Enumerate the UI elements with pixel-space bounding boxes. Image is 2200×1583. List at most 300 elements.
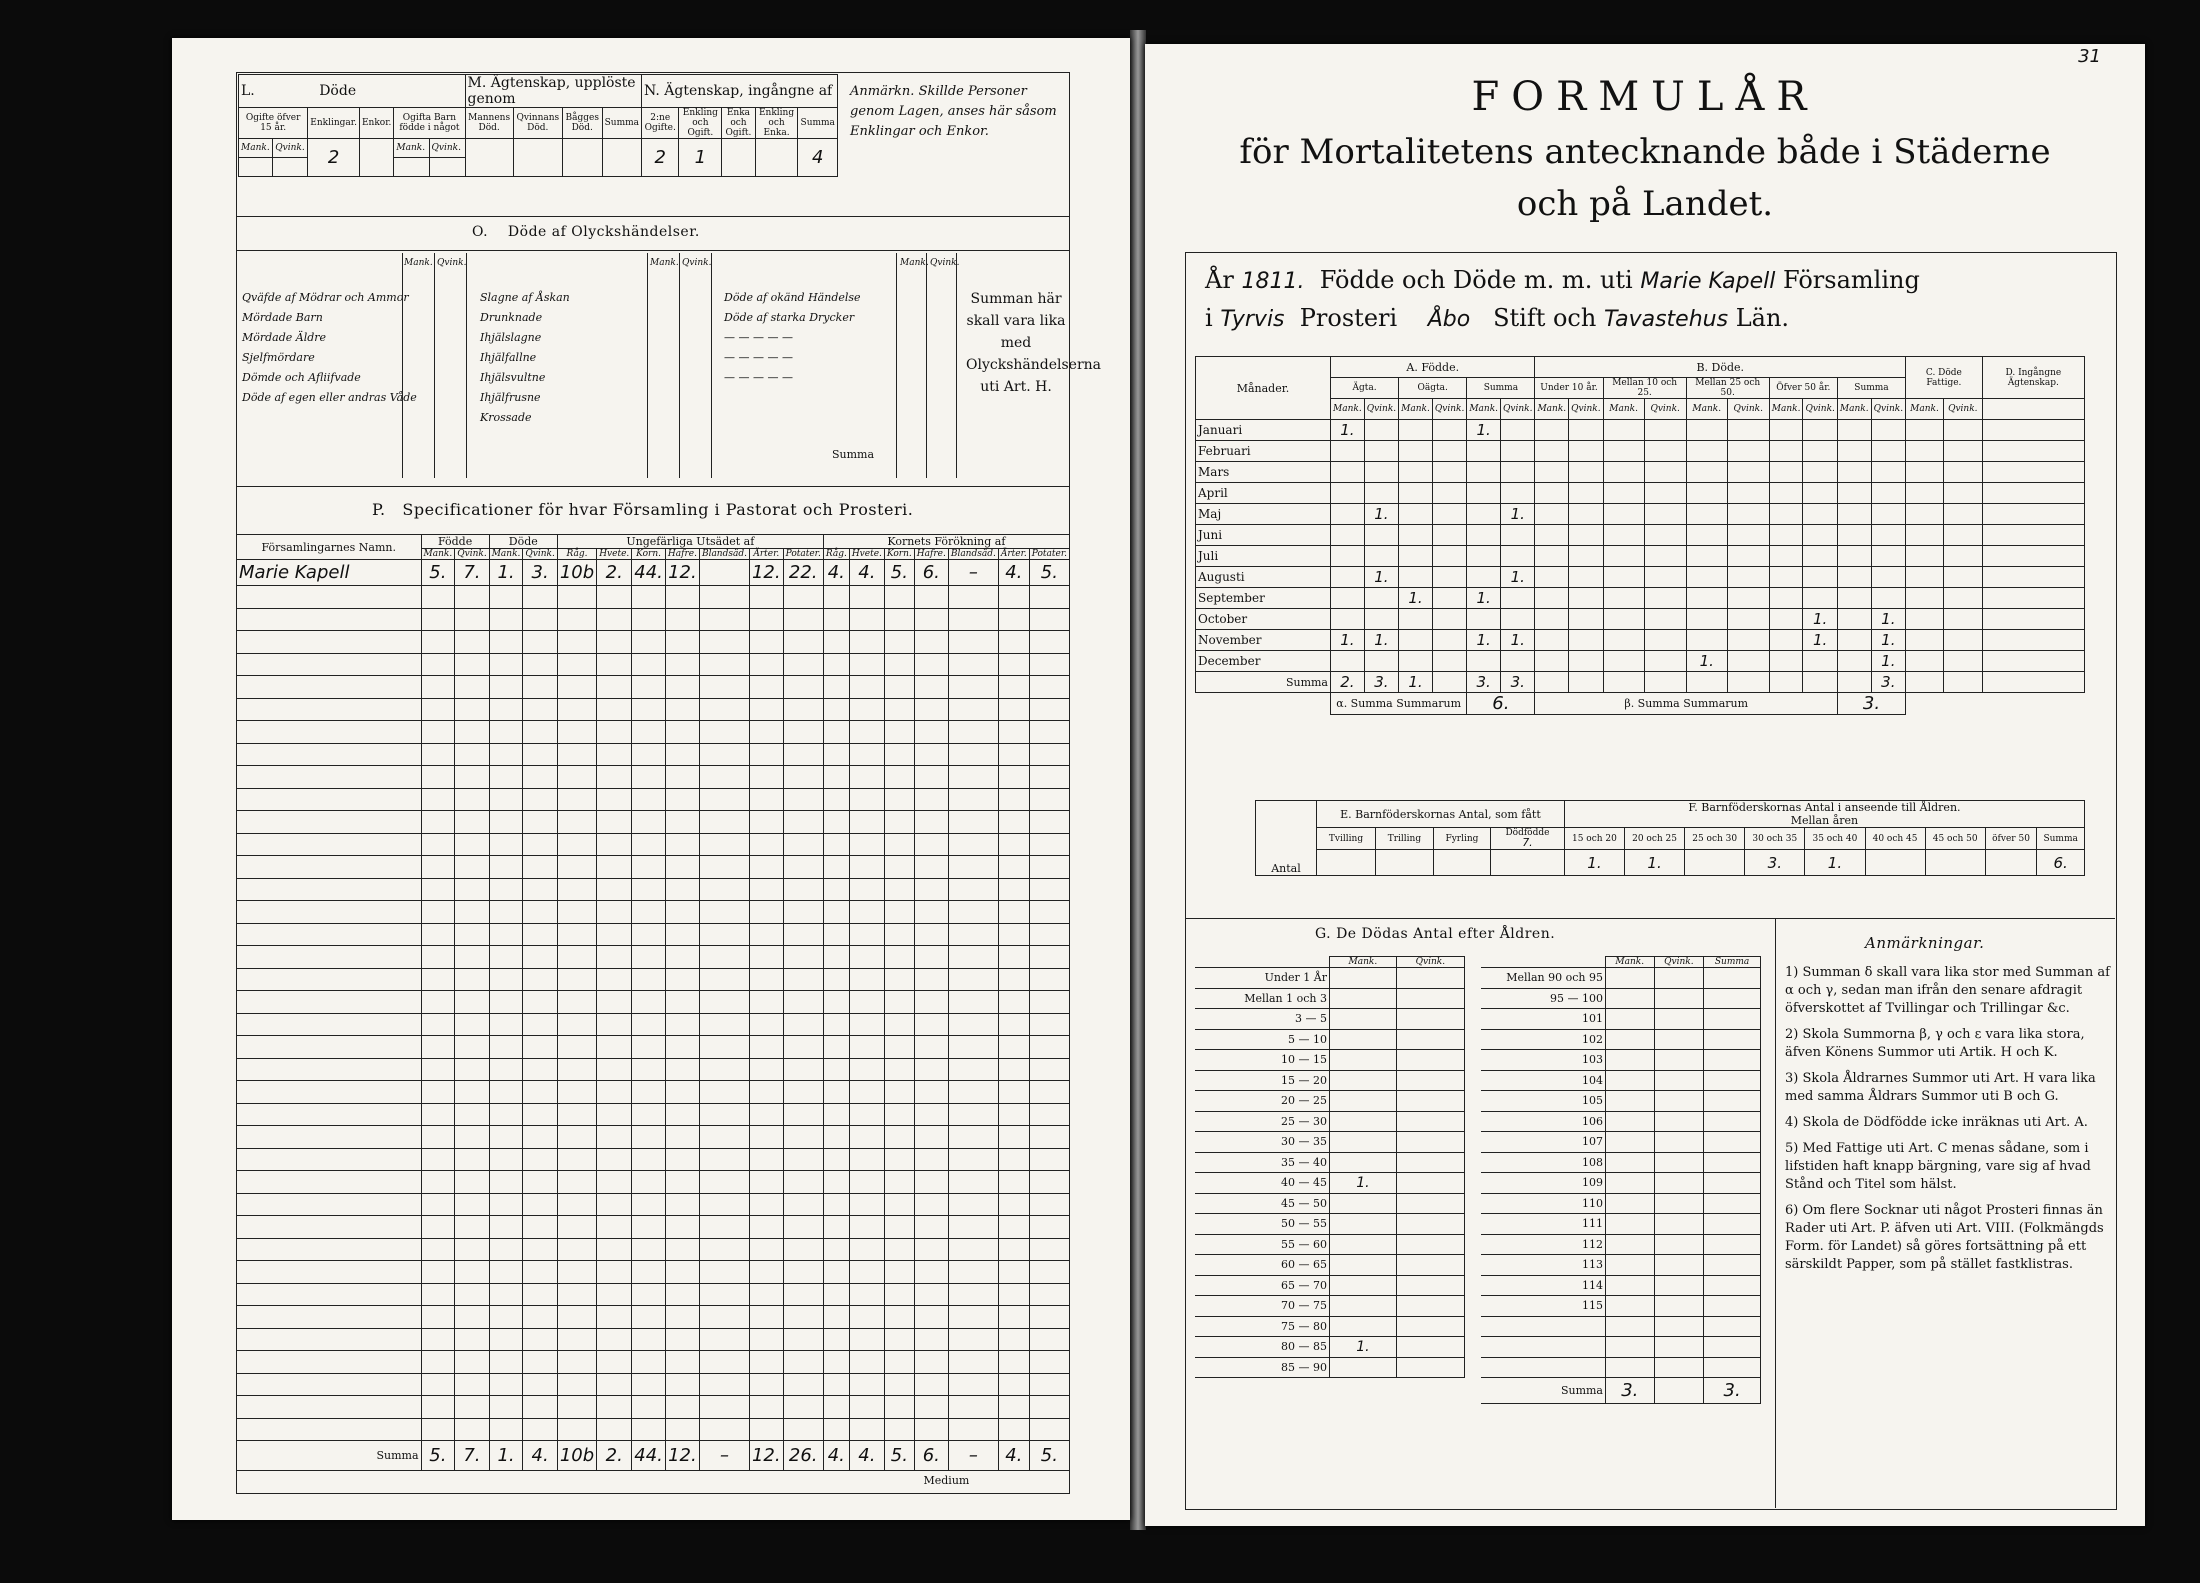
g-row [1481, 1029, 1761, 1050]
mt-a-oagta: Oägta. [1399, 378, 1467, 399]
month-cell [1467, 651, 1501, 672]
p-h-dode: Döde [489, 535, 557, 549]
month-cell [1943, 525, 1982, 546]
header-line-1: År 1811. Födde och Döde m. m. uti Marie Kapell Församling [1205, 266, 1920, 294]
p-row1-cell-1: 5. [421, 560, 455, 586]
g-mank-cell [1330, 1316, 1397, 1337]
month-cell [1331, 483, 1365, 504]
g-age: 45 — 50 [1195, 1193, 1330, 1214]
p-sub-9: Ärter. [749, 549, 783, 560]
month-cell [1432, 546, 1466, 567]
month-cell: 1. [1871, 651, 1905, 672]
p-sub-3: Qvink. [523, 549, 557, 560]
mt-a-agta: Ägta. [1331, 378, 1399, 399]
month-cell [1727, 630, 1769, 651]
month-name: Augusti [1196, 567, 1331, 588]
olycks-col2: Slagne af Åskan Drunknade Ihjälslagne Ihjälfallne Ihjälsvultne Ihjälfrusne Krossade [480, 291, 570, 424]
table-row [237, 901, 1070, 924]
sec-n-title: Ägtenskap, ingångne af [664, 83, 833, 99]
g-mank-cell [1330, 1050, 1397, 1071]
g-row [1195, 988, 1465, 1009]
month-cell [1982, 567, 2084, 588]
f-val-7 [1985, 850, 2037, 876]
month-cell [1837, 420, 1871, 441]
month-cell [1727, 567, 1769, 588]
month-cell [1535, 525, 1569, 546]
month-cell [1906, 567, 1944, 588]
month-summa-cell: 2. [1331, 672, 1365, 693]
month-cell [1331, 567, 1365, 588]
f-val-8: 6. [2037, 850, 2085, 876]
p-row1-cell-14: 5. [884, 560, 914, 586]
g-row [1195, 1214, 1465, 1235]
month-cell [1603, 420, 1644, 441]
month-cell [1686, 504, 1727, 525]
table-specificationer [236, 534, 1070, 1491]
left-page [172, 38, 1130, 1520]
n-val-4: 4 [798, 139, 838, 177]
month-cell [1535, 504, 1569, 525]
g-age: 114 [1481, 1275, 1606, 1296]
month-cell [1906, 651, 1944, 672]
month-cell [1644, 630, 1686, 651]
month-cell [1569, 630, 1603, 651]
l-sub-mank: Mank. [239, 139, 273, 158]
month-cell: 1. [1686, 651, 1727, 672]
sec-f-title: F. Barnföderskornas Antal i anseende till Åldren. Mellan åren [1564, 801, 2084, 828]
month-cell [1569, 420, 1603, 441]
f-val-4: 1. [1805, 850, 1865, 876]
month-cell [1943, 567, 1982, 588]
month-cell [1399, 462, 1433, 483]
l-val-enklingar: 2 [308, 139, 360, 177]
month-cell [1803, 483, 1837, 504]
month-cell [1871, 525, 1905, 546]
month-cell [1603, 462, 1644, 483]
month-cell: 1. [1467, 420, 1501, 441]
p-summa-cell-0: 5. [421, 1441, 455, 1471]
o-summan-note: Summan här skall vara lika med Olyckshändelserna uti Art. H. [966, 291, 1102, 395]
l-sub-qvink-2: Qvink. [429, 139, 465, 158]
month-cell: 1. [1364, 567, 1398, 588]
g-row [1481, 1193, 1761, 1214]
p-summa-cell-9: 12. [749, 1441, 783, 1471]
month-cell [1943, 504, 1982, 525]
g-row [1481, 1255, 1761, 1276]
month-cell [1982, 483, 2084, 504]
table-row [237, 878, 1070, 901]
g-row [1481, 1091, 1761, 1112]
month-cell [1467, 567, 1501, 588]
month-cell [1686, 567, 1727, 588]
g-mank-cell [1330, 1214, 1397, 1235]
month-cell [1644, 441, 1686, 462]
month-name: Juli [1196, 546, 1331, 567]
p-sub-15: Blandsäd. [948, 549, 998, 560]
table-row [237, 1328, 1070, 1351]
month-cell [1501, 525, 1535, 546]
g-mank: Mank. [1330, 957, 1397, 968]
g-summa: Summa [1704, 957, 1761, 968]
mt-b-summa: Summa [1837, 378, 1905, 399]
mt-manader: Månader. [1196, 357, 1331, 420]
month-cell [1501, 420, 1535, 441]
month-row [1196, 567, 2085, 588]
month-cell [1603, 588, 1644, 609]
month-name: Juni [1196, 525, 1331, 546]
month-cell [1769, 609, 1803, 630]
mt-a-summa: Summa [1467, 378, 1535, 399]
g-row [1195, 1009, 1465, 1030]
p-sub-11: Råg. [823, 549, 849, 560]
e-col-0: Tvilling [1317, 828, 1376, 850]
g-summa-label: Summa [1481, 1378, 1606, 1404]
month-cell [1727, 441, 1769, 462]
g-age: 115 [1481, 1296, 1606, 1317]
p-summa-cell-4: 10b [557, 1441, 596, 1471]
month-cell [1727, 546, 1769, 567]
month-row [1196, 609, 2085, 630]
month-cell [1727, 420, 1769, 441]
month-cell [1501, 441, 1535, 462]
g-row [1481, 1275, 1761, 1296]
mt-qvink-7: Qvink. [1871, 399, 1905, 420]
p-summa-cell-10: 26. [783, 1441, 823, 1471]
anm-item: 5) Med Fattige uti Art. C menas sådane, som i lifstiden haft knapp bärgning, vare sig af hvad Stånd och Titel som hälst. [1785, 1141, 2091, 1192]
g-row [1195, 1029, 1465, 1050]
month-cell [1432, 651, 1466, 672]
p-sub-6: Korn. [632, 549, 666, 560]
month-cell [1569, 546, 1603, 567]
p-row1-cell-15: 6. [914, 560, 948, 586]
month-cell [1399, 420, 1433, 441]
sec-n-letter: N. [644, 83, 660, 99]
g-summa-mank: 3. [1606, 1378, 1655, 1404]
l-col-enklingar: Enklingar. [308, 108, 360, 139]
month-cell: 1. [1467, 588, 1501, 609]
e-col-1: Trilling [1376, 828, 1434, 850]
month-cell [1686, 546, 1727, 567]
mt-qvink-3: Qvink. [1569, 399, 1603, 420]
p-h-namn: Församlingarnes Namn. [237, 535, 422, 560]
g-row [1481, 1050, 1761, 1071]
g-age: 40 — 45 [1195, 1173, 1330, 1194]
f-col-5: 40 och 45 [1865, 828, 1925, 850]
month-cell [1906, 546, 1944, 567]
month-cell [1686, 462, 1727, 483]
g-row [1195, 1193, 1465, 1214]
month-summa-cell [1803, 672, 1837, 693]
l-sub-mank-2: Mank. [394, 139, 429, 158]
month-cell [1943, 546, 1982, 567]
table-e-f [1255, 800, 2085, 876]
month-cell [1364, 651, 1398, 672]
month-cell: 1. [1803, 609, 1837, 630]
month-cell [1603, 651, 1644, 672]
table-row [237, 1058, 1070, 1081]
month-cell [1803, 441, 1837, 462]
month-cell [1871, 588, 1905, 609]
month-cell [1837, 483, 1871, 504]
mt-qvink-4: Qvink. [1644, 399, 1686, 420]
month-name: December [1196, 651, 1331, 672]
month-cell [1467, 504, 1501, 525]
g-age: 75 — 80 [1195, 1316, 1330, 1337]
month-cell: 1. [1467, 630, 1501, 651]
month-cell: 1. [1364, 630, 1398, 651]
g-age: 111 [1481, 1214, 1606, 1235]
month-cell [1569, 483, 1603, 504]
month-cell [1501, 609, 1535, 630]
p-sub-10: Potater. [783, 549, 823, 560]
month-cell [1769, 504, 1803, 525]
month-cell [1432, 588, 1466, 609]
month-cell [1644, 546, 1686, 567]
g-age: 55 — 60 [1195, 1234, 1330, 1255]
g-row [1195, 1275, 1465, 1296]
month-cell [1982, 651, 2084, 672]
month-cell [1535, 441, 1569, 462]
month-cell [1982, 525, 2084, 546]
sec-g-title: G. De Dödas Antal efter Åldren. [1315, 926, 1556, 942]
month-cell [1727, 504, 1769, 525]
month-cell: 1. [1364, 504, 1398, 525]
mt-qvink-1: Qvink. [1432, 399, 1466, 420]
table-row [237, 1171, 1070, 1194]
month-cell [1769, 462, 1803, 483]
table-row-summa [237, 1441, 1070, 1471]
o-mank-2: Mank. [650, 258, 679, 268]
month-name: Maj [1196, 504, 1331, 525]
g-summa-row [1481, 1378, 1761, 1404]
table-row [237, 608, 1070, 631]
p-row1-cell-4: 3. [523, 560, 557, 586]
p-h-forokning: Kornets Förökning af [823, 535, 1069, 549]
g-mank-cell: 1. [1330, 1173, 1397, 1194]
month-cell [1644, 483, 1686, 504]
p-summa-cell-5: 2. [597, 1441, 632, 1471]
m-col-0: Mannens Död. [465, 108, 513, 139]
month-cell [1906, 483, 1944, 504]
month-cell [1501, 546, 1535, 567]
g-age: Under 1 År [1195, 968, 1330, 989]
month-cell [1837, 546, 1871, 567]
month-cell [1769, 525, 1803, 546]
month-cell [1837, 588, 1871, 609]
g-mank-cell [1330, 1275, 1397, 1296]
alpha-label: α. Summa Summarum [1331, 693, 1467, 715]
g-age: Mellan 1 och 3 [1195, 988, 1330, 1009]
f-col-7: öfver 50 [1985, 828, 2037, 850]
month-cell [1871, 420, 1905, 441]
f-col-4: 35 och 40 [1805, 828, 1865, 850]
p-row1-cell-12: 4. [823, 560, 849, 586]
month-cell [1837, 441, 1871, 462]
month-cell [1535, 651, 1569, 672]
olycks-col3: Döde af okänd Händelse Döde af starka Drycker — — — — — — — — — — — — — — — [724, 291, 861, 384]
month-cell [1906, 588, 1944, 609]
g-mank-cell [1330, 1255, 1397, 1276]
header-line-2: i Tyrvis Prosteri Åbo Stift och Tavastehus Län. [1205, 304, 1790, 332]
year-value: 1811. [1241, 269, 1305, 294]
month-cell [1364, 525, 1398, 546]
mt-qvink-0: Qvink. [1364, 399, 1398, 420]
month-cell [1501, 483, 1535, 504]
e-col-2: Fyrling [1433, 828, 1490, 850]
month-cell [1727, 462, 1769, 483]
g-mank-cell [1330, 1070, 1397, 1091]
g-age: 20 — 25 [1195, 1091, 1330, 1112]
o-mank-3: Mank. [900, 258, 929, 268]
month-summa-cell [1982, 672, 2084, 693]
f-col-1: 20 och 25 [1625, 828, 1685, 850]
month-cell [1399, 483, 1433, 504]
month-cell [1871, 546, 1905, 567]
f-val-1: 1. [1625, 850, 1685, 876]
g-mank-cell [1330, 1234, 1397, 1255]
n-val-0: 2 [642, 139, 679, 177]
beta-value: 3. [1837, 693, 1905, 715]
month-name: November [1196, 630, 1331, 651]
month-cell [1906, 462, 1944, 483]
n-val-1: 1 [679, 139, 722, 177]
month-cell [1399, 630, 1433, 651]
g-row [1195, 1152, 1465, 1173]
month-cell [1603, 525, 1644, 546]
month-cell: 1. [1501, 630, 1535, 651]
month-cell [1769, 420, 1803, 441]
month-cell [1943, 651, 1982, 672]
month-cell [1837, 651, 1871, 672]
g-mank-cell [1330, 1132, 1397, 1153]
g-row [1195, 1357, 1465, 1378]
month-cell [1432, 609, 1466, 630]
table-row [237, 1216, 1070, 1239]
month-cell [1686, 441, 1727, 462]
sec-m-title: Ägtenskap, upplöste genom [467, 75, 636, 107]
p-row1-cell-11: 22. [783, 560, 823, 586]
g-age: 108 [1481, 1152, 1606, 1173]
g-age: 15 — 20 [1195, 1070, 1330, 1091]
p-summa-cell-16: 4. [998, 1441, 1029, 1471]
month-cell [1871, 504, 1905, 525]
month-cell [1982, 546, 2084, 567]
month-cell [1769, 630, 1803, 651]
month-cell [1906, 441, 1944, 462]
month-cell [1727, 651, 1769, 672]
g-row [1481, 1214, 1761, 1235]
alpha-value: 6. [1467, 693, 1535, 715]
month-cell [1432, 483, 1466, 504]
n-col-0: 2:ne Ogifte. [642, 108, 679, 139]
month-cell [1943, 420, 1982, 441]
month-cell: 1. [1331, 420, 1365, 441]
p-sub-16: Ärter. [998, 549, 1029, 560]
month-cell [1432, 420, 1466, 441]
month-cell: 1. [1399, 588, 1433, 609]
month-cell [1569, 651, 1603, 672]
month-cell [1603, 483, 1644, 504]
g-age: 70 — 75 [1195, 1296, 1330, 1317]
month-summa-cell [1837, 672, 1871, 693]
g-mank-cell [1330, 1296, 1397, 1317]
g-mank-cell [1330, 1029, 1397, 1050]
month-row [1196, 420, 2085, 441]
f-val-6 [1925, 850, 1985, 876]
e-col-3: Dödfödde 7. [1491, 828, 1565, 850]
table-row [237, 676, 1070, 699]
month-row [1196, 630, 2085, 651]
month-summa-cell [1432, 672, 1466, 693]
mt-b-25-50: Mellan 25 och 50. [1686, 378, 1769, 399]
month-cell [1501, 462, 1535, 483]
month-summa-cell [1603, 672, 1644, 693]
month-cell [1837, 462, 1871, 483]
p-row1-cell-16: – [948, 560, 998, 586]
mt-mank-5: Mank. [1686, 399, 1727, 420]
g-row [1481, 988, 1761, 1009]
o-mank-1: Mank. [404, 258, 433, 268]
month-cell [1644, 567, 1686, 588]
month-cell [1803, 420, 1837, 441]
g-mank-cell [1330, 1357, 1397, 1378]
e-dodfodde-note: 7. [1522, 836, 1533, 849]
p-summa-cell-17: 5. [1029, 1441, 1069, 1471]
month-row [1196, 441, 2085, 462]
month-cell [1331, 462, 1365, 483]
p-sub-13: Korn. [884, 549, 914, 560]
p-medium: Medium [923, 1474, 970, 1488]
p-summa-cell-3: 4. [523, 1441, 557, 1471]
g-row [1195, 968, 1465, 989]
month-summa-cell [1535, 672, 1569, 693]
g-row [1195, 1296, 1465, 1317]
p-sub-14: Hafre. [914, 549, 948, 560]
month-cell [1399, 441, 1433, 462]
mt-a: A. Födde. [1331, 357, 1535, 378]
mt-b: B. Döde. [1535, 357, 1906, 378]
g-summa-total: 3. [1704, 1378, 1761, 1404]
p-summa-cell-2: 1. [489, 1441, 523, 1471]
month-cell [1982, 420, 2084, 441]
month-cell [1432, 630, 1466, 651]
l-col-barn: Ogifta Barn födde i något [394, 108, 465, 139]
g-row [1481, 1132, 1761, 1153]
month-cell [1331, 588, 1365, 609]
month-cell [1569, 504, 1603, 525]
month-cell [1982, 441, 2084, 462]
p-sub-12: Hvete. [849, 549, 884, 560]
g-mank-cell: 1. [1330, 1337, 1397, 1358]
month-cell [1603, 504, 1644, 525]
month-name: September [1196, 588, 1331, 609]
month-cell [1399, 525, 1433, 546]
month-name: Mars [1196, 462, 1331, 483]
month-summa-cell: 1. [1399, 672, 1433, 693]
month-cell [1399, 546, 1433, 567]
month-cell [1364, 588, 1398, 609]
month-row [1196, 462, 2085, 483]
month-cell [1837, 630, 1871, 651]
f-col-0: 15 och 20 [1564, 828, 1624, 850]
p-row1-cell-13: 4. [849, 560, 884, 586]
g-age: 80 — 85 [1195, 1337, 1330, 1358]
table-row [237, 788, 1070, 811]
month-row [1196, 651, 2085, 672]
g-qvink: Qvink. [1396, 957, 1464, 968]
month-cell [1569, 525, 1603, 546]
month-cell [1727, 609, 1769, 630]
